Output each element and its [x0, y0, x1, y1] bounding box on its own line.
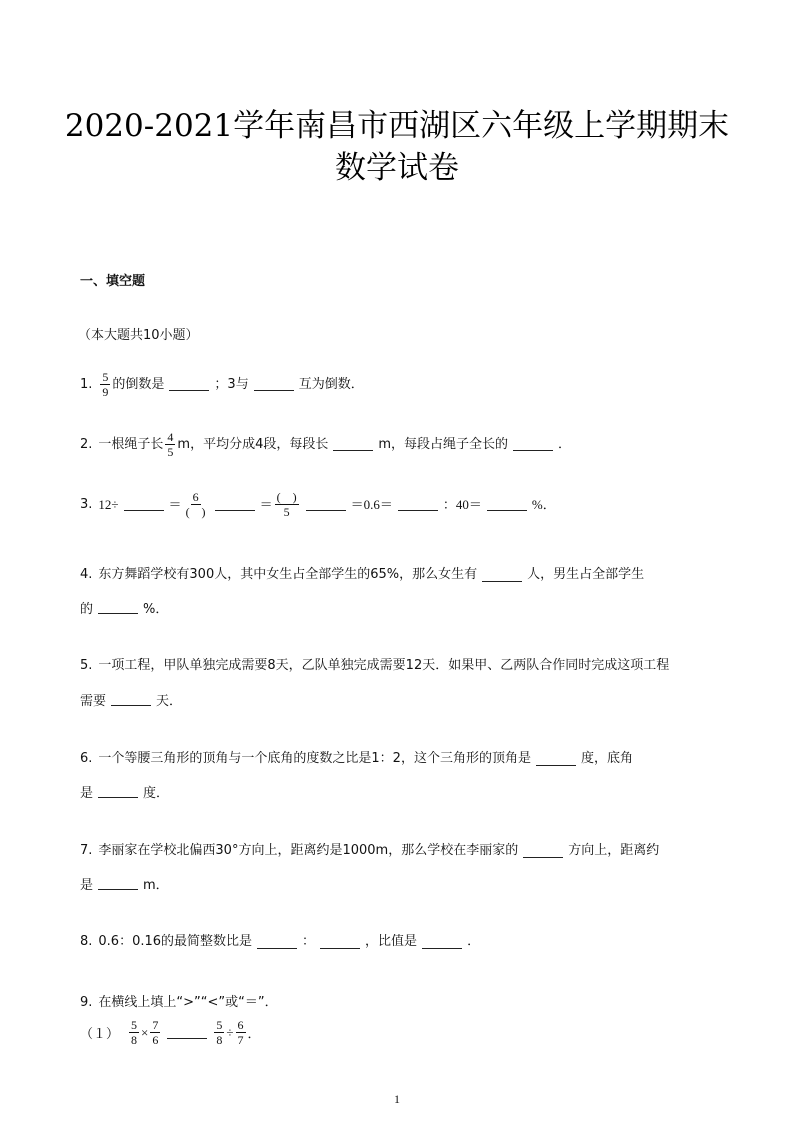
answer-blank[interactable] — [215, 498, 255, 511]
answer-blank[interactable] — [523, 845, 563, 858]
question-number: 9. — [80, 995, 93, 1010]
question-number: 8. — [80, 934, 93, 949]
answer-blank[interactable] — [536, 753, 576, 766]
sub-question-label: （１） — [80, 1027, 120, 1042]
question-number: 7. — [80, 843, 93, 858]
answer-blank[interactable] — [111, 693, 151, 706]
numerator: 5 — [131, 1018, 138, 1032]
page-number: 1 — [394, 1092, 400, 1106]
fraction — [150, 1018, 160, 1047]
question-6-continued — [80, 782, 169, 801]
question-text: 天． — [156, 694, 183, 709]
question-text: m． — [143, 878, 169, 893]
question-7 — [80, 842, 659, 860]
question-2 — [80, 430, 571, 459]
numerator: 5 — [102, 370, 109, 384]
fraction — [100, 370, 110, 399]
answer-blank[interactable] — [254, 378, 294, 391]
question-text: 互为倒数． — [298, 376, 364, 392]
question-1 — [80, 370, 364, 399]
section-heading: 一、填空题 — [80, 274, 146, 289]
fraction — [214, 1018, 224, 1047]
question-number: 4. — [80, 567, 93, 582]
answer-blank[interactable] — [98, 877, 138, 890]
question-7-continued — [80, 874, 169, 893]
fraction — [184, 490, 208, 519]
question-text: 的 — [80, 602, 94, 617]
question-text: 东方舞蹈学校有300人，其中女生占全部学生的65%，那么女生有 — [98, 567, 478, 582]
question-text: 度，底角 — [580, 751, 633, 766]
denominator: 7 — [237, 1033, 244, 1047]
question-text: 一根绳子长 — [98, 436, 164, 452]
question-5-continued — [80, 690, 182, 709]
question-text: ： — [302, 934, 316, 949]
question-text: ． — [558, 436, 572, 452]
question-text: ：40＝ — [442, 496, 482, 512]
numerator: 6 — [237, 1018, 244, 1032]
question-9 — [80, 994, 278, 1012]
times-sign: × — [141, 1024, 149, 1040]
question-text: ． — [467, 934, 481, 949]
equals-sign: ＝ — [168, 496, 182, 512]
answer-blank[interactable] — [513, 438, 553, 451]
question-number: 2. — [80, 436, 93, 452]
denominator: 8 — [131, 1033, 138, 1047]
question-text: %． — [531, 496, 556, 512]
numerator: 4 — [167, 430, 174, 444]
title-line-2: 数学试卷 — [335, 150, 459, 186]
numerator: 7 — [152, 1018, 159, 1032]
answer-blank[interactable] — [169, 378, 209, 391]
denominator: 6 — [152, 1033, 159, 1047]
question-4 — [80, 566, 644, 584]
question-text: m，平均分成4段，每段长 — [177, 436, 329, 452]
question-text: 一个等腰三角形的顶角与一个底角的度数之比是1：2，这个三角形的顶角是 — [98, 751, 531, 766]
title-line-1: 2020-2021学年南昌市西湖区六年级上学期期末 — [64, 108, 730, 144]
answer-blank[interactable] — [487, 498, 527, 511]
question-text: 在横线上填上“>”“<”或“＝”． — [98, 995, 278, 1010]
denominator: 5 — [283, 505, 290, 519]
denominator: ( ) — [185, 505, 206, 519]
question-text: 人，男生占全部学生 — [527, 567, 645, 582]
answer-blank[interactable] — [98, 785, 138, 798]
answer-blank[interactable] — [98, 601, 138, 614]
question-text: ＝0.6＝ — [350, 496, 393, 512]
question-3 — [80, 490, 556, 519]
section-note: （本大题共10小题） — [78, 328, 199, 343]
answer-blank[interactable] — [320, 936, 360, 949]
question-number: 5. — [80, 658, 93, 673]
question-5 — [80, 657, 669, 675]
equals-sign: ＝ — [259, 496, 273, 512]
answer-blank[interactable] — [422, 936, 462, 949]
question-text: 方向上，距离约 — [568, 843, 660, 858]
fraction — [275, 490, 299, 519]
question-text: 度． — [143, 786, 170, 801]
numerator: 5 — [216, 1018, 223, 1032]
question-number: 3. — [80, 496, 93, 512]
question-6 — [80, 750, 633, 768]
answer-blank[interactable] — [124, 498, 164, 511]
answer-blank[interactable] — [333, 438, 373, 451]
fraction — [165, 430, 175, 459]
answer-blank[interactable] — [167, 1026, 207, 1039]
fraction — [129, 1018, 139, 1047]
question-number: 1. — [80, 376, 93, 392]
question-text: 12÷ — [98, 496, 119, 512]
question-8 — [80, 933, 480, 951]
question-text: 是 — [80, 786, 94, 801]
denominator: 9 — [102, 385, 109, 399]
answer-blank[interactable] — [482, 569, 522, 582]
denominator: 8 — [216, 1033, 223, 1047]
fraction — [236, 1018, 246, 1047]
question-text: %． — [143, 602, 169, 617]
question-text: m，每段占绳子全长的 — [378, 436, 509, 452]
answer-blank[interactable] — [398, 498, 438, 511]
question-text: 是 — [80, 878, 94, 893]
question-text: 李丽家在学校北偏西30°方向上，距离约是1000m，那么学校在李丽家的 — [98, 843, 519, 858]
divide-sign: ÷ — [226, 1024, 234, 1040]
question-text: ；3与 — [214, 376, 249, 392]
document-title — [60, 105, 734, 189]
question-text: ． — [247, 1027, 261, 1042]
question-text: ，比值是 — [365, 934, 418, 949]
question-text: 一项工程，甲队单独完成需要8天，乙队单独完成需要12天．如果甲、乙两队合作同时完成这项工程 — [98, 658, 670, 673]
answer-blank[interactable] — [306, 498, 346, 511]
denominator: 5 — [167, 445, 174, 459]
question-number: 6. — [80, 751, 93, 766]
question-text: 需要 — [80, 694, 107, 709]
question-text: 0.6：0.16的最简整数比是 — [98, 934, 253, 949]
numerator: ( ) — [276, 490, 297, 504]
numerator: 6 — [192, 490, 199, 504]
answer-blank[interactable] — [257, 936, 297, 949]
question-4-continued — [80, 598, 168, 617]
question-9-part-1 — [80, 1018, 261, 1047]
question-text: 的倒数是 — [112, 376, 165, 392]
